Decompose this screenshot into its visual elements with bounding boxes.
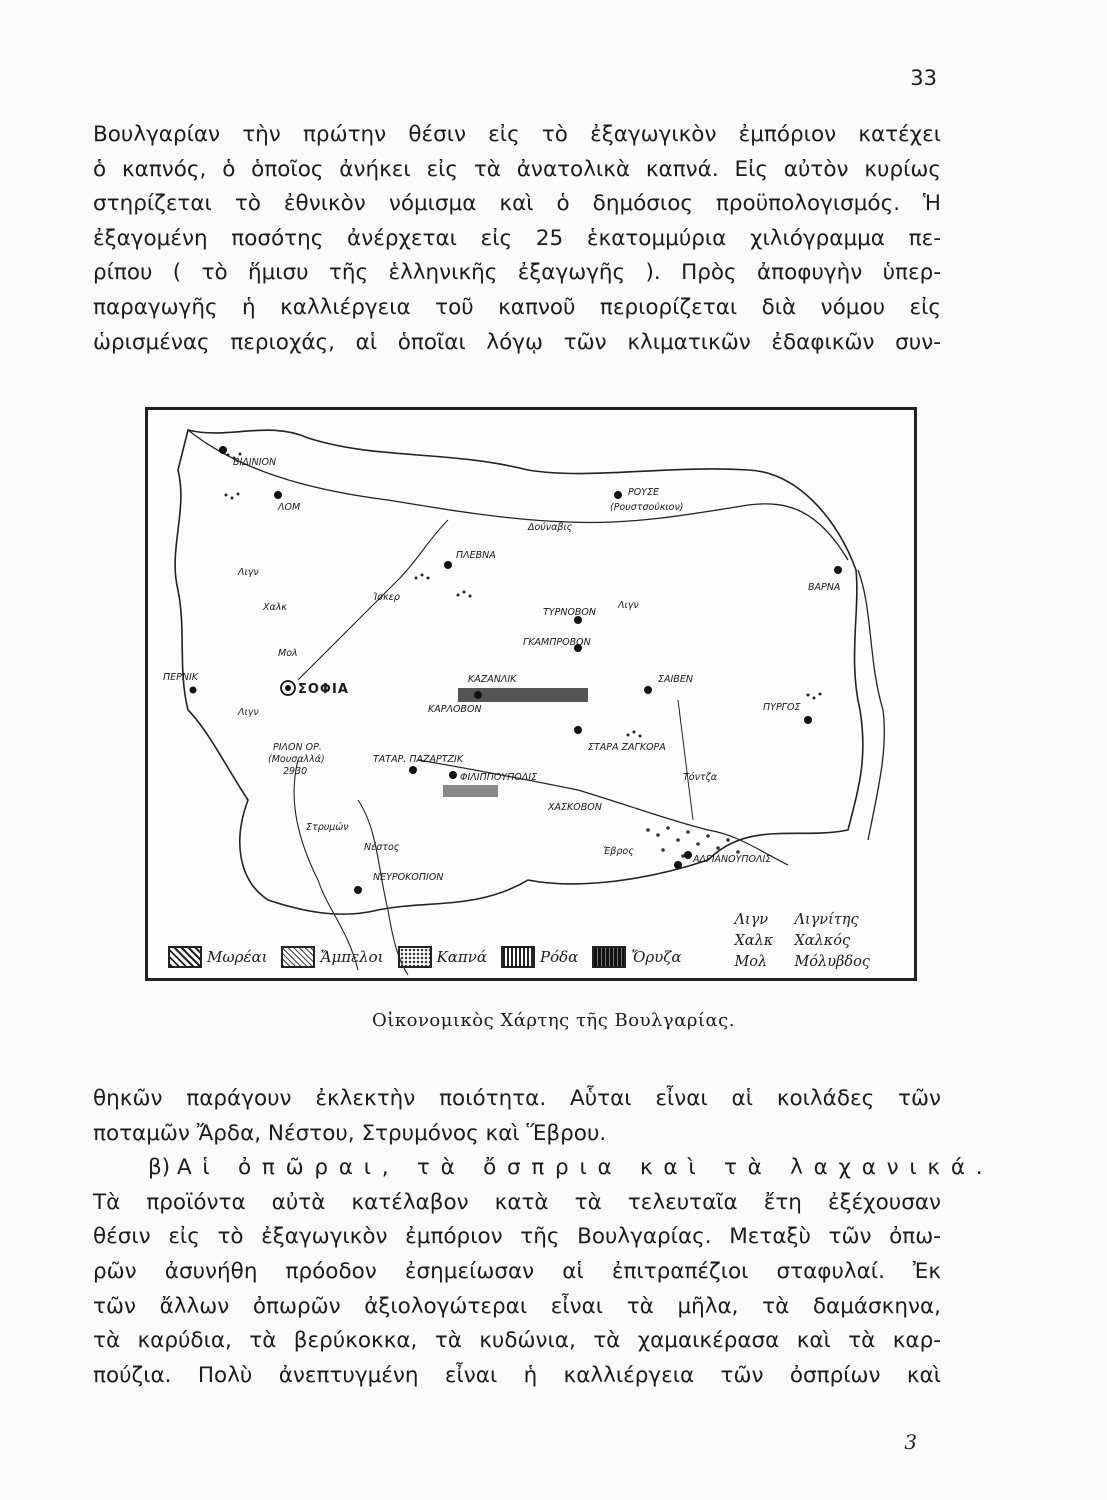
label-lign-2: Λιγν	[238, 707, 259, 718]
text-line: πούζια. Πολὺ ἀνεπτυγμένη εἶναι ἡ καλλιέργεια τῶν ὀσπρίων καὶ	[93, 1362, 941, 1388]
tountza-river	[678, 700, 693, 820]
abbr-meaning: Λιγνίτης	[794, 912, 859, 928]
swatch-kapna	[398, 946, 432, 968]
abbr-key: Λιγν	[734, 912, 769, 928]
text-line: θηκῶν παράγουν ἐκλεκτὴν ποιότητα. Αὗται εἶναι αἱ κοιλάδες τῶν	[93, 1086, 941, 1111]
map-legend	[168, 946, 696, 968]
label-filippoupolis: ΦΙΛΙΠΠΟΥΠΟΛΙΣ	[460, 772, 538, 783]
abbr-key: Μολ	[734, 954, 768, 970]
abbr-meaning: Χαλκός	[794, 933, 851, 949]
label-dounavis: Δούναβις	[528, 522, 573, 533]
label-lign-3: Λιγν	[618, 600, 639, 611]
label-pyrgos: ΠΥΡΓΟΣ	[763, 702, 801, 713]
label-varna: ΒΑΡΝΑ	[808, 582, 841, 593]
label-rouse-alt: (Ρουστσούκιον)	[610, 502, 684, 513]
text-line: ὡρισμένας περιοχάς, αἱ ὁποῖαι λόγῳ τῶν κλιματικῶν ἐδαφικῶν συν-	[93, 329, 941, 355]
legend-item	[501, 946, 578, 968]
danube-river	[188, 430, 848, 560]
strymon-river	[294, 760, 358, 970]
text-line: Τὰ προϊόντα αὐτὰ κατέλαβον κατὰ τὰ τελευταῖα ἔτη ἐξέχουσαν	[93, 1189, 941, 1215]
abbr-meaning: Μόλυβδος	[794, 954, 870, 970]
text-line: στηρίζεται τὸ ἐθνικὸν νόμισμα καὶ ὁ δημόσιος προϋπολογισμός. Ἡ	[93, 191, 941, 217]
paragraph-top	[93, 118, 941, 360]
label-adrianoupolis: ΑΔΡΙΑΝΟΥΠΟΛΙΣ	[693, 854, 772, 865]
label-rilon-alt: (Μουσαλλά)	[268, 754, 325, 765]
map-drawing	[148, 410, 914, 978]
label-tyrnovon: ΤΥΡΝΟΒΟΝ	[543, 607, 597, 618]
heading-text: Αἱ ὀπῶραι, τὰ ὄσπρια καὶ τὰ λαχανικά.	[176, 1155, 994, 1181]
label-karlovon: ΚΑΡΛΟΒΟΝ	[428, 704, 482, 715]
label-kaskovon: ΧΑΣΚΟΒΟΝ	[548, 802, 602, 813]
label-saiven: ΣΑΙΒΕΝ	[658, 674, 693, 685]
label-sofia: ΣΟΦΙΑ	[298, 682, 349, 697]
text-line: ὁ καπνός, ὁ ὁποῖος ἀνήκει εἰς τὰ ἀνατολικὰ καπνά. Εἰς αὐτὸν κυρίως	[93, 156, 941, 182]
label-evros: Έβρος	[603, 846, 634, 857]
swatch-moreai	[168, 946, 202, 968]
abbreviation-legend	[734, 910, 870, 973]
footer-signature-number: 3	[904, 1430, 917, 1454]
label-gkamprovon: ΓΚΑΜΠΡΟΒΟΝ	[523, 637, 591, 648]
abbr-row	[734, 952, 870, 973]
label-lign-1: Λιγν	[238, 567, 259, 578]
text-line: τῶν ἄλλων ὀπωρῶν ἀξιολογώτεραι εἶναι τὰ μῆλα, τὰ δαμάσκηνα,	[93, 1293, 941, 1319]
label-chalk: Χαλκ	[263, 602, 287, 613]
text-line: Βουλγαρίαν τὴν πρώτην θέσιν εἰς τὸ ἐξαγωγικὸν ἐμπόριον κατέχει	[93, 122, 941, 147]
label-strymon: Στρυμών	[306, 822, 349, 833]
label-nestos: Νέστος	[364, 842, 400, 853]
swatch-roda	[501, 946, 535, 968]
abbr-row	[734, 931, 870, 952]
text-line: παραγωγῆς ἡ καλλιέργεια τοῦ καπνοῦ περιορίζεται διὰ νόμου εἰς	[93, 294, 941, 320]
label-kazanlik: ΚΑΖΑΝΛΙΚ	[468, 674, 517, 685]
city-markers	[190, 446, 843, 894]
label-rilon-height: 2930	[283, 766, 308, 777]
black-sea-coast	[858, 570, 884, 840]
legend-label: Ἄμπελοι	[320, 948, 384, 966]
label-lom: ΛΟΜ	[278, 502, 301, 513]
label-stara-zagora: ΣΤΑΡΑ ΖΑΓΚΟΡΑ	[588, 742, 666, 753]
label-tatar-pazartzik: ΤΑΤΑΡ. ΠΑΖΑΡΤΖΙΚ	[373, 754, 464, 765]
label-rouse: ΡΟΥΣΕ	[628, 487, 660, 498]
map-caption: Οἰκονομικὸς Χάρτης τῆς Βουλγαρίας.	[372, 1010, 735, 1031]
legend-item	[592, 946, 681, 968]
legend-label: Μωρέαι	[207, 948, 268, 966]
legend-label: Ὄρυζα	[631, 948, 682, 966]
page-number: 33	[910, 66, 937, 90]
legend-item	[398, 946, 487, 968]
legend-label: Ρόδα	[540, 948, 579, 966]
heading-marker: β)	[148, 1155, 171, 1181]
label-tountza: Τόντζα	[683, 772, 718, 783]
label-iskar: Ίσκερ	[373, 592, 400, 603]
label-plevna: ΠΛΕΒΝΑ	[456, 550, 496, 561]
label-mol: Μολ	[278, 648, 298, 659]
label-vidinion: ΒΙΔΙΝΙΟΝ	[233, 457, 277, 468]
swatch-ampeloi	[281, 946, 315, 968]
label-nevrokopion: ΝΕΥΡΟΚΟΠΙΟΝ	[373, 872, 444, 883]
legend-label: Καπνά	[436, 948, 488, 966]
economic-map	[145, 407, 917, 981]
text-line: ρίπου ( τὸ ἥμισυ τῆς ἑλληνικῆς ἐξαγωγῆς ). Πρὸς ἀποφυγὴν ὑπερ-	[93, 260, 941, 286]
text-line: ποταμῶν Ἄρδα, Νέστου, Στρυμόνος καὶ Ἕβρου.	[93, 1120, 607, 1146]
text-line: ρῶν ἀσυνήθη πρόοδον ἐσημείωσαν αἱ ἐπιτραπέζιοι σταφυλαί. Ἐκ	[93, 1258, 941, 1284]
label-pernik: ΠΕΡΝΙΚ	[163, 672, 199, 683]
legend-item	[168, 946, 267, 968]
swatch-oryza	[592, 946, 626, 968]
label-rilon: ΡΙΛΟΝ ΟΡ.	[273, 742, 322, 753]
text-line: τὰ καρύδια, τὰ βερύκοκκα, τὰ κυδώνια, τὰ χαμαικέρασα καὶ τὰ καρ-	[93, 1328, 941, 1354]
text-line: θέσιν εἰς τὸ ἐξαγωγικὸν ἐμπόριον τῆς Βουλγαρίας. Μεταξὺ τῶν ὀπω-	[93, 1224, 941, 1250]
legend-item	[281, 946, 383, 968]
abbr-row	[734, 910, 870, 931]
section-heading	[93, 1151, 994, 1186]
rose-area	[443, 785, 498, 797]
text-line: ἐξαγομένη ποσότης ἀνέρχεται εἰς 25 ἑκατομμύρια χιλιόγραμμα πε-	[93, 225, 941, 251]
abbr-key: Χαλκ	[734, 933, 774, 949]
paragraph-bottom	[93, 1082, 994, 1393]
